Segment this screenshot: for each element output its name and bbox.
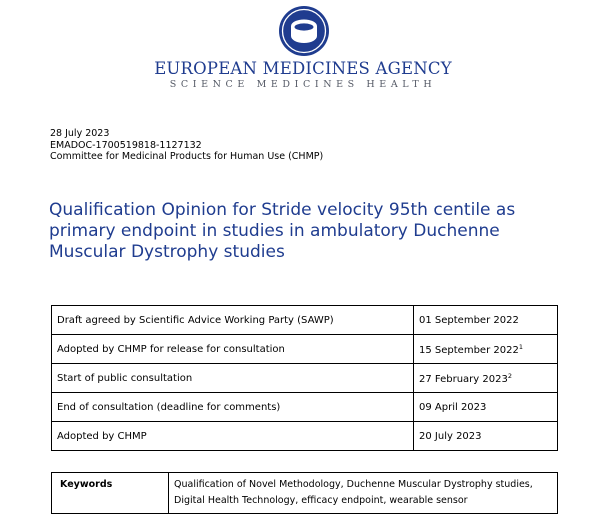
milestone-date: 20 July 2023 (419, 430, 482, 442)
milestone-date-cell (414, 364, 558, 393)
milestone-label: Adopted by CHMP for release for consultation (52, 335, 414, 364)
milestone-label: Adopted by CHMP (52, 422, 414, 451)
milestone-date: 01 September 2022 (419, 314, 519, 326)
milestone-date-cell (414, 335, 558, 364)
table-row (52, 335, 558, 364)
keywords-table (51, 472, 558, 514)
table-row (52, 393, 558, 422)
table-row (52, 473, 558, 514)
agency-logo (0, 0, 600, 100)
keywords-value: Qualification of Novel Methodology, Duchenne Muscular Dystrophy studies, Digital Health Technology, efficacy endpoint, wearable sensor (169, 473, 558, 514)
milestone-label: Start of public consultation (52, 364, 414, 393)
milestone-date: 09 April 2023 (419, 401, 487, 413)
ema-emblem-icon (278, 5, 330, 57)
agency-tagline: SCIENCE MEDICINES HEALTH (169, 79, 437, 90)
table-row (52, 306, 558, 335)
document-reference: EMADOC-1700519818-1127132 (50, 139, 202, 151)
committee-name: Committee for Medicinal Products for Human Use (CHMP) (50, 151, 324, 162)
milestone-date-cell (414, 422, 558, 451)
document-date: 28 July 2023 (50, 128, 110, 139)
footnote-marker: 2 (507, 371, 512, 380)
agency-name: EUROPEAN MEDICINES AGENCY (154, 59, 452, 78)
milestone-label: End of consultation (deadline for comments) (52, 393, 414, 422)
milestone-date-cell (414, 306, 558, 335)
footnote-marker: 1 (518, 342, 523, 351)
milestone-date-cell (414, 393, 558, 422)
table-row (52, 422, 558, 451)
milestones-table (51, 305, 558, 451)
table-row (52, 364, 558, 393)
milestone-date: 15 September 2022 (419, 344, 519, 356)
milestone-date: 27 February 2023 (419, 373, 508, 385)
keywords-label: Keywords (52, 473, 169, 514)
document-title: Qualification Opinion for Stride velocity 95th centile as primary endpoint in studies in ambulatory Duchenne Muscular Dystrophy studies (49, 200, 516, 262)
milestone-label: Draft agreed by Scientific Advice Working Party (SAWP) (52, 306, 414, 335)
document-metadata (50, 128, 323, 163)
